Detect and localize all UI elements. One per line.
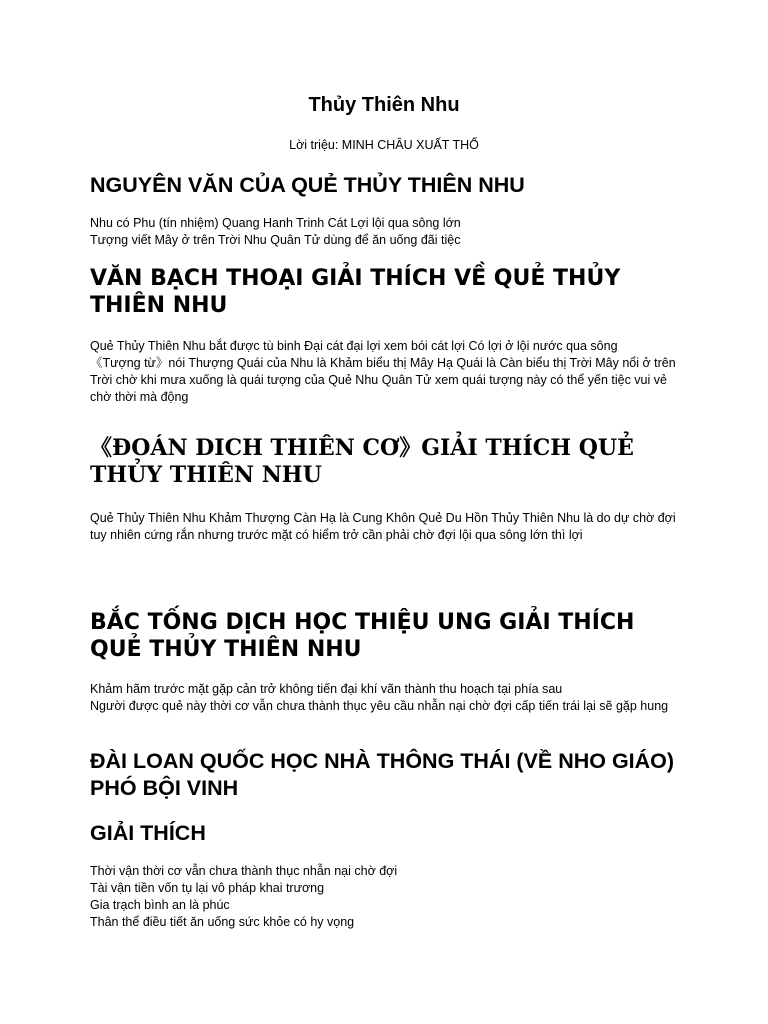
text-line: 《Tượng từ》nói Thượng Quái của Nhu là Khảm biểu thị Mây Hạ Quái là Càn biểu thị Trời Mây nổi ở trên Trời chờ khi mưa xuống là quái tượng của Quẻ Nhu Quân Tử xem quái tượng này có thể yến tiệc vui vẻ chờ thời mà động <box>90 356 676 404</box>
document-subtitle: Lời triệu: MINH CHÂU XUẤT THỔ <box>289 138 479 152</box>
section-body-divination-explanation <box>90 510 678 544</box>
section-body-original-text <box>90 215 678 249</box>
document-title: Thủy Thiên Nhu <box>308 94 460 116</box>
text-line: Thời vận thời cơ vẫn chưa thành thục nhẫn nại chờ đợi <box>90 864 398 878</box>
section-heading-explanation: GIẢI THÍCH <box>90 821 206 845</box>
section-heading-taiwan-scholar: ĐÀI LOAN QUỐC HỌC NHÀ THÔNG THÁI (VỀ NHO GIÁO) PHÓ BỘI VINH <box>90 749 675 800</box>
section-body-vernacular-explanation <box>90 338 678 406</box>
text-line: Thân thể điều tiết ăn uống sức khỏe có hy vọng <box>90 915 355 929</box>
text-line: Quẻ Thủy Thiên Nhu bắt được tù binh Đại cát đại lợi xem bói cát lợi Có lợi ở lội nước qua sông <box>90 339 618 353</box>
text-line: Người được quẻ này thời cơ vẫn chưa thành thục yêu cầu nhẫn nại chờ đợi cấp tiến trái lại sẽ gặp hung <box>90 699 669 713</box>
text-line: Gia trạch bình an là phúc <box>90 898 230 912</box>
section-body-explanation <box>90 863 678 931</box>
section-body-shao-yong-explanation <box>90 681 678 715</box>
section-heading-original-text: NGUYÊN VĂN CỦA QUẺ THỦY THIÊN NHU <box>90 173 525 197</box>
text-line: Tài vận tiền vốn tụ lại vô pháp khai trương <box>90 881 325 895</box>
text-line: Quẻ Thủy Thiên Nhu Khảm Thượng Càn Hạ là Cung Khôn Quẻ Du Hồn Thủy Thiên Nhu là do dự chờ đợi tuy nhiên cứng rắn nhưng trước mặt có hiểm trở cần phải chờ đợi lội qua sông lớn thì lợi <box>90 511 676 542</box>
section-heading-shao-yong-explanation: BẮC TỐNG DỊCH HỌC THIỆU UNG GIẢI THÍCH QUẺ THỦY THIÊN NHU <box>90 610 635 662</box>
text-line: Nhu có Phu (tín nhiệm) Quang Hanh Trinh Cát Lợi lội qua sông lớn <box>90 216 461 230</box>
section-heading-divination-explanation: 《ĐOÁN DICH THIÊN CƠ》GIẢI THÍCH QUẺ THỦY THIÊN NHU <box>90 435 634 488</box>
section-heading-vernacular-explanation: VĂN BẠCH THOẠI GIẢI THÍCH VỀ QUẺ THỦY THIÊN NHU <box>90 266 621 318</box>
text-line: Tượng viết Mây ở trên Trời Nhu Quân Tử dùng để ăn uống đãi tiệc <box>90 233 461 247</box>
text-line: Khảm hãm trước mặt gặp cản trở không tiến đại khí vãn thành thu hoạch tại phía sau <box>90 682 563 696</box>
